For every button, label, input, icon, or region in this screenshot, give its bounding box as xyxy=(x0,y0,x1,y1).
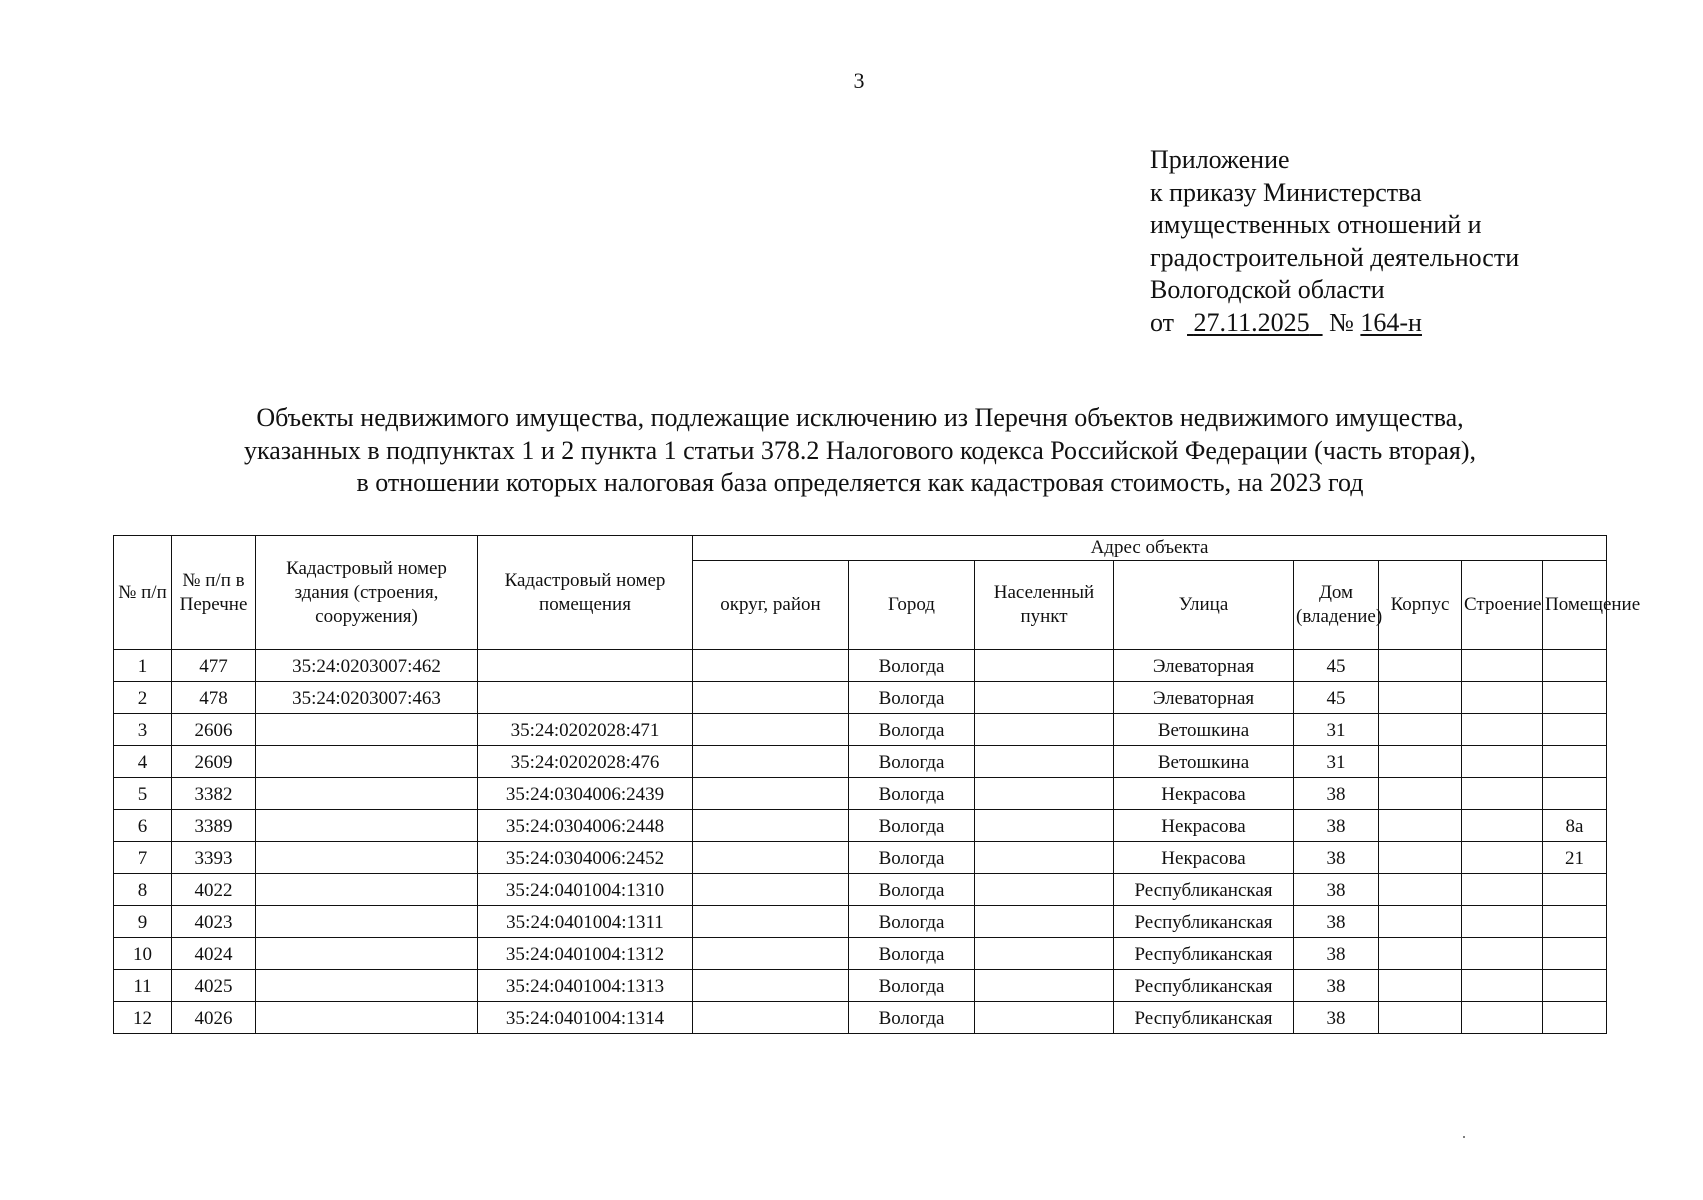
cell-room-cadastral: 35:24:0304006:2448 xyxy=(478,810,693,842)
cell-room-cadastral: 35:24:0401004:1313 xyxy=(478,970,693,1002)
cell-district xyxy=(693,874,849,906)
cell-district xyxy=(693,746,849,778)
cell-list-num: 4024 xyxy=(172,938,256,970)
cell-list-num: 4026 xyxy=(172,1002,256,1034)
cell-city: Вологда xyxy=(849,938,975,970)
cell-settlement xyxy=(975,746,1114,778)
header-address-group: Адрес объекта xyxy=(693,536,1607,561)
approval-line-2: к приказу Министерства xyxy=(1150,177,1422,207)
cell-num: 8 xyxy=(114,874,172,906)
cell-room-cadastral: 35:24:0401004:1312 xyxy=(478,938,693,970)
cell-structure xyxy=(1462,778,1543,810)
cell-structure xyxy=(1462,1002,1543,1034)
cell-structure xyxy=(1462,682,1543,714)
cell-building-cadastral xyxy=(256,746,478,778)
cell-building-cadastral xyxy=(256,842,478,874)
cell-building-cadastral xyxy=(256,906,478,938)
cell-city: Вологда xyxy=(849,874,975,906)
cell-house: 38 xyxy=(1294,1002,1379,1034)
cell-num: 5 xyxy=(114,778,172,810)
table-row xyxy=(114,746,1607,778)
cell-district xyxy=(693,778,849,810)
cell-korpus xyxy=(1379,810,1462,842)
table-body xyxy=(114,650,1607,1034)
cell-settlement xyxy=(975,650,1114,682)
cell-korpus xyxy=(1379,778,1462,810)
cell-korpus xyxy=(1379,906,1462,938)
cell-house: 38 xyxy=(1294,810,1379,842)
property-table xyxy=(113,535,1641,1034)
cell-street: Некрасова xyxy=(1114,810,1294,842)
cell-structure xyxy=(1462,970,1543,1002)
cell-korpus xyxy=(1379,682,1462,714)
approval-line-4: градостроительной деятельности xyxy=(1150,242,1520,272)
cell-settlement xyxy=(975,810,1114,842)
from-label: от xyxy=(1150,307,1175,337)
header-city: Город xyxy=(849,561,975,650)
table-row xyxy=(114,682,1607,714)
cell-settlement xyxy=(975,1002,1114,1034)
cell-list-num: 4023 xyxy=(172,906,256,938)
cell-city: Вологда xyxy=(849,1002,975,1034)
cell-house: 45 xyxy=(1294,682,1379,714)
cell-structure xyxy=(1462,842,1543,874)
header-building-cadastral: Кадастровый номер здания (строения, сооружения) xyxy=(256,536,478,650)
cell-street: Некрасова xyxy=(1114,842,1294,874)
cell-num: 10 xyxy=(114,938,172,970)
cell-premises xyxy=(1543,682,1607,714)
cell-structure xyxy=(1462,938,1543,970)
cell-city: Вологда xyxy=(849,650,975,682)
cell-street: Республиканская xyxy=(1114,938,1294,970)
cell-city: Вологда xyxy=(849,746,975,778)
cell-korpus xyxy=(1379,938,1462,970)
cell-building-cadastral: 35:24:0203007:463 xyxy=(256,682,478,714)
cell-room-cadastral: 35:24:0202028:476 xyxy=(478,746,693,778)
cell-district xyxy=(693,682,849,714)
cell-house: 38 xyxy=(1294,874,1379,906)
cell-premises xyxy=(1543,650,1607,682)
cell-house: 38 xyxy=(1294,842,1379,874)
cell-house: 38 xyxy=(1294,970,1379,1002)
header-korpus: Корпус xyxy=(1379,561,1462,650)
cell-building-cadastral xyxy=(256,970,478,1002)
title-line-2: указанных в подпунктах 1 и 2 пункта 1 статьи 378.2 Налогового кодекса Российской Федерации (часть вторая), xyxy=(244,435,1476,465)
cell-building-cadastral: 35:24:0203007:462 xyxy=(256,650,478,682)
cell-premises xyxy=(1543,938,1607,970)
cell-building-cadastral xyxy=(256,1002,478,1034)
cell-premises xyxy=(1543,746,1607,778)
header-premises: Помещение xyxy=(1543,561,1607,650)
cell-street: Республиканская xyxy=(1114,1002,1294,1034)
order-number: 164-н xyxy=(1360,307,1422,337)
cell-structure xyxy=(1462,810,1543,842)
header-district: округ, район xyxy=(693,561,849,650)
cell-list-num: 2609 xyxy=(172,746,256,778)
cell-num: 12 xyxy=(114,1002,172,1034)
cell-premises xyxy=(1543,906,1607,938)
cell-city: Вологда xyxy=(849,970,975,1002)
approval-block xyxy=(1150,144,1519,340)
table-row xyxy=(114,810,1607,842)
cell-room-cadastral: 35:24:0401004:1314 xyxy=(478,1002,693,1034)
cell-building-cadastral xyxy=(256,874,478,906)
header-house: Дом (владение) xyxy=(1294,561,1379,650)
cell-premises: 21 xyxy=(1543,842,1607,874)
table-row xyxy=(114,970,1607,1002)
cell-list-num: 477 xyxy=(172,650,256,682)
cell-street: Некрасова xyxy=(1114,778,1294,810)
cell-district xyxy=(693,906,849,938)
approval-line-1: Приложение xyxy=(1150,145,1290,174)
cell-city: Вологда xyxy=(849,906,975,938)
cell-num: 6 xyxy=(114,810,172,842)
header-structure: Строение xyxy=(1462,561,1543,650)
table-row xyxy=(114,778,1607,810)
cell-house: 38 xyxy=(1294,938,1379,970)
cell-room-cadastral xyxy=(478,650,693,682)
cell-district xyxy=(693,650,849,682)
cell-city: Вологда xyxy=(849,842,975,874)
table-row xyxy=(114,874,1607,906)
cell-district xyxy=(693,842,849,874)
number-label: № xyxy=(1329,307,1354,337)
header-room-cadastral: Кадастровый номер помещения xyxy=(478,536,693,650)
cell-house: 31 xyxy=(1294,746,1379,778)
cell-city: Вологда xyxy=(849,714,975,746)
cell-settlement xyxy=(975,714,1114,746)
cell-premises: 8а xyxy=(1543,810,1607,842)
page-number: 3 xyxy=(853,68,865,93)
cell-settlement xyxy=(975,970,1114,1002)
cell-list-num: 2606 xyxy=(172,714,256,746)
cell-settlement xyxy=(975,906,1114,938)
cell-building-cadastral xyxy=(256,714,478,746)
cell-building-cadastral xyxy=(256,938,478,970)
approval-date-line xyxy=(1150,307,1519,340)
cell-street: Республиканская xyxy=(1114,970,1294,1002)
cell-structure xyxy=(1462,650,1543,682)
cell-structure xyxy=(1462,714,1543,746)
header-num: № п/п xyxy=(114,536,172,650)
cell-premises xyxy=(1543,970,1607,1002)
cell-korpus xyxy=(1379,714,1462,746)
cell-room-cadastral: 35:24:0304006:2439 xyxy=(478,778,693,810)
cell-list-num: 3382 xyxy=(172,778,256,810)
cell-building-cadastral xyxy=(256,810,478,842)
cell-city: Вологда xyxy=(849,810,975,842)
cell-house: 45 xyxy=(1294,650,1379,682)
cell-num: 3 xyxy=(114,714,172,746)
table-row xyxy=(114,842,1607,874)
table-row xyxy=(114,650,1607,682)
cell-district xyxy=(693,970,849,1002)
cell-num: 2 xyxy=(114,682,172,714)
cell-city: Вологда xyxy=(849,682,975,714)
scan-speck xyxy=(1463,1136,1465,1138)
cell-district xyxy=(693,938,849,970)
cell-room-cadastral xyxy=(478,682,693,714)
cell-street: Элеваторная xyxy=(1114,682,1294,714)
cell-structure xyxy=(1462,746,1543,778)
cell-list-num: 4025 xyxy=(172,970,256,1002)
cell-street: Ветошкина xyxy=(1114,714,1294,746)
document-title xyxy=(110,402,1610,500)
cell-district xyxy=(693,1002,849,1034)
cell-street: Республиканская xyxy=(1114,906,1294,938)
table-row xyxy=(114,906,1607,938)
cell-settlement xyxy=(975,874,1114,906)
cell-structure xyxy=(1462,906,1543,938)
cell-settlement xyxy=(975,682,1114,714)
cell-num: 4 xyxy=(114,746,172,778)
cell-house: 38 xyxy=(1294,778,1379,810)
cell-premises xyxy=(1543,1002,1607,1034)
cell-list-num: 4022 xyxy=(172,874,256,906)
cell-korpus xyxy=(1379,1002,1462,1034)
cell-korpus xyxy=(1379,746,1462,778)
cell-street: Элеваторная xyxy=(1114,650,1294,682)
approval-line-5: Вологодской области xyxy=(1150,275,1385,305)
cell-list-num: 3393 xyxy=(172,842,256,874)
cell-num: 9 xyxy=(114,906,172,938)
cell-street: Республиканская xyxy=(1114,874,1294,906)
cell-district xyxy=(693,810,849,842)
cell-house: 38 xyxy=(1294,906,1379,938)
cell-korpus xyxy=(1379,874,1462,906)
approval-line-3: имущественных отношений и xyxy=(1150,210,1482,240)
cell-num: 1 xyxy=(114,650,172,682)
cell-list-num: 3389 xyxy=(172,810,256,842)
cell-room-cadastral: 35:24:0202028:471 xyxy=(478,714,693,746)
table-row xyxy=(114,1002,1607,1034)
cell-city: Вологда xyxy=(849,778,975,810)
cell-korpus xyxy=(1379,842,1462,874)
cell-premises xyxy=(1543,714,1607,746)
cell-structure xyxy=(1462,874,1543,906)
cell-building-cadastral xyxy=(256,778,478,810)
title-line-3: в отношении которых налоговая база определяется как кадастровая стоимость, на 2023 год xyxy=(356,468,1364,497)
cell-num: 7 xyxy=(114,842,172,874)
cell-settlement xyxy=(975,938,1114,970)
cell-settlement xyxy=(975,842,1114,874)
order-date: 27.11.2025 xyxy=(1193,307,1310,337)
title-line-1: Объекты недвижимого имущества, подлежащие исключению из Перечня объектов недвижимого имущества, xyxy=(256,403,1464,432)
cell-street: Ветошкина xyxy=(1114,746,1294,778)
cell-house: 31 xyxy=(1294,714,1379,746)
cell-room-cadastral: 35:24:0401004:1310 xyxy=(478,874,693,906)
table-row xyxy=(114,938,1607,970)
cell-list-num: 478 xyxy=(172,682,256,714)
cell-premises xyxy=(1543,778,1607,810)
cell-settlement xyxy=(975,778,1114,810)
table-row xyxy=(114,714,1607,746)
header-list-num: № п/п в Перечне xyxy=(172,536,256,650)
cell-num: 11 xyxy=(114,970,172,1002)
cell-room-cadastral: 35:24:0304006:2452 xyxy=(478,842,693,874)
cell-district xyxy=(693,714,849,746)
cell-premises xyxy=(1543,874,1607,906)
cell-room-cadastral: 35:24:0401004:1311 xyxy=(478,906,693,938)
header-settlement: Населенный пункт xyxy=(975,561,1114,650)
cell-korpus xyxy=(1379,650,1462,682)
header-street: Улица xyxy=(1114,561,1294,650)
cell-korpus xyxy=(1379,970,1462,1002)
